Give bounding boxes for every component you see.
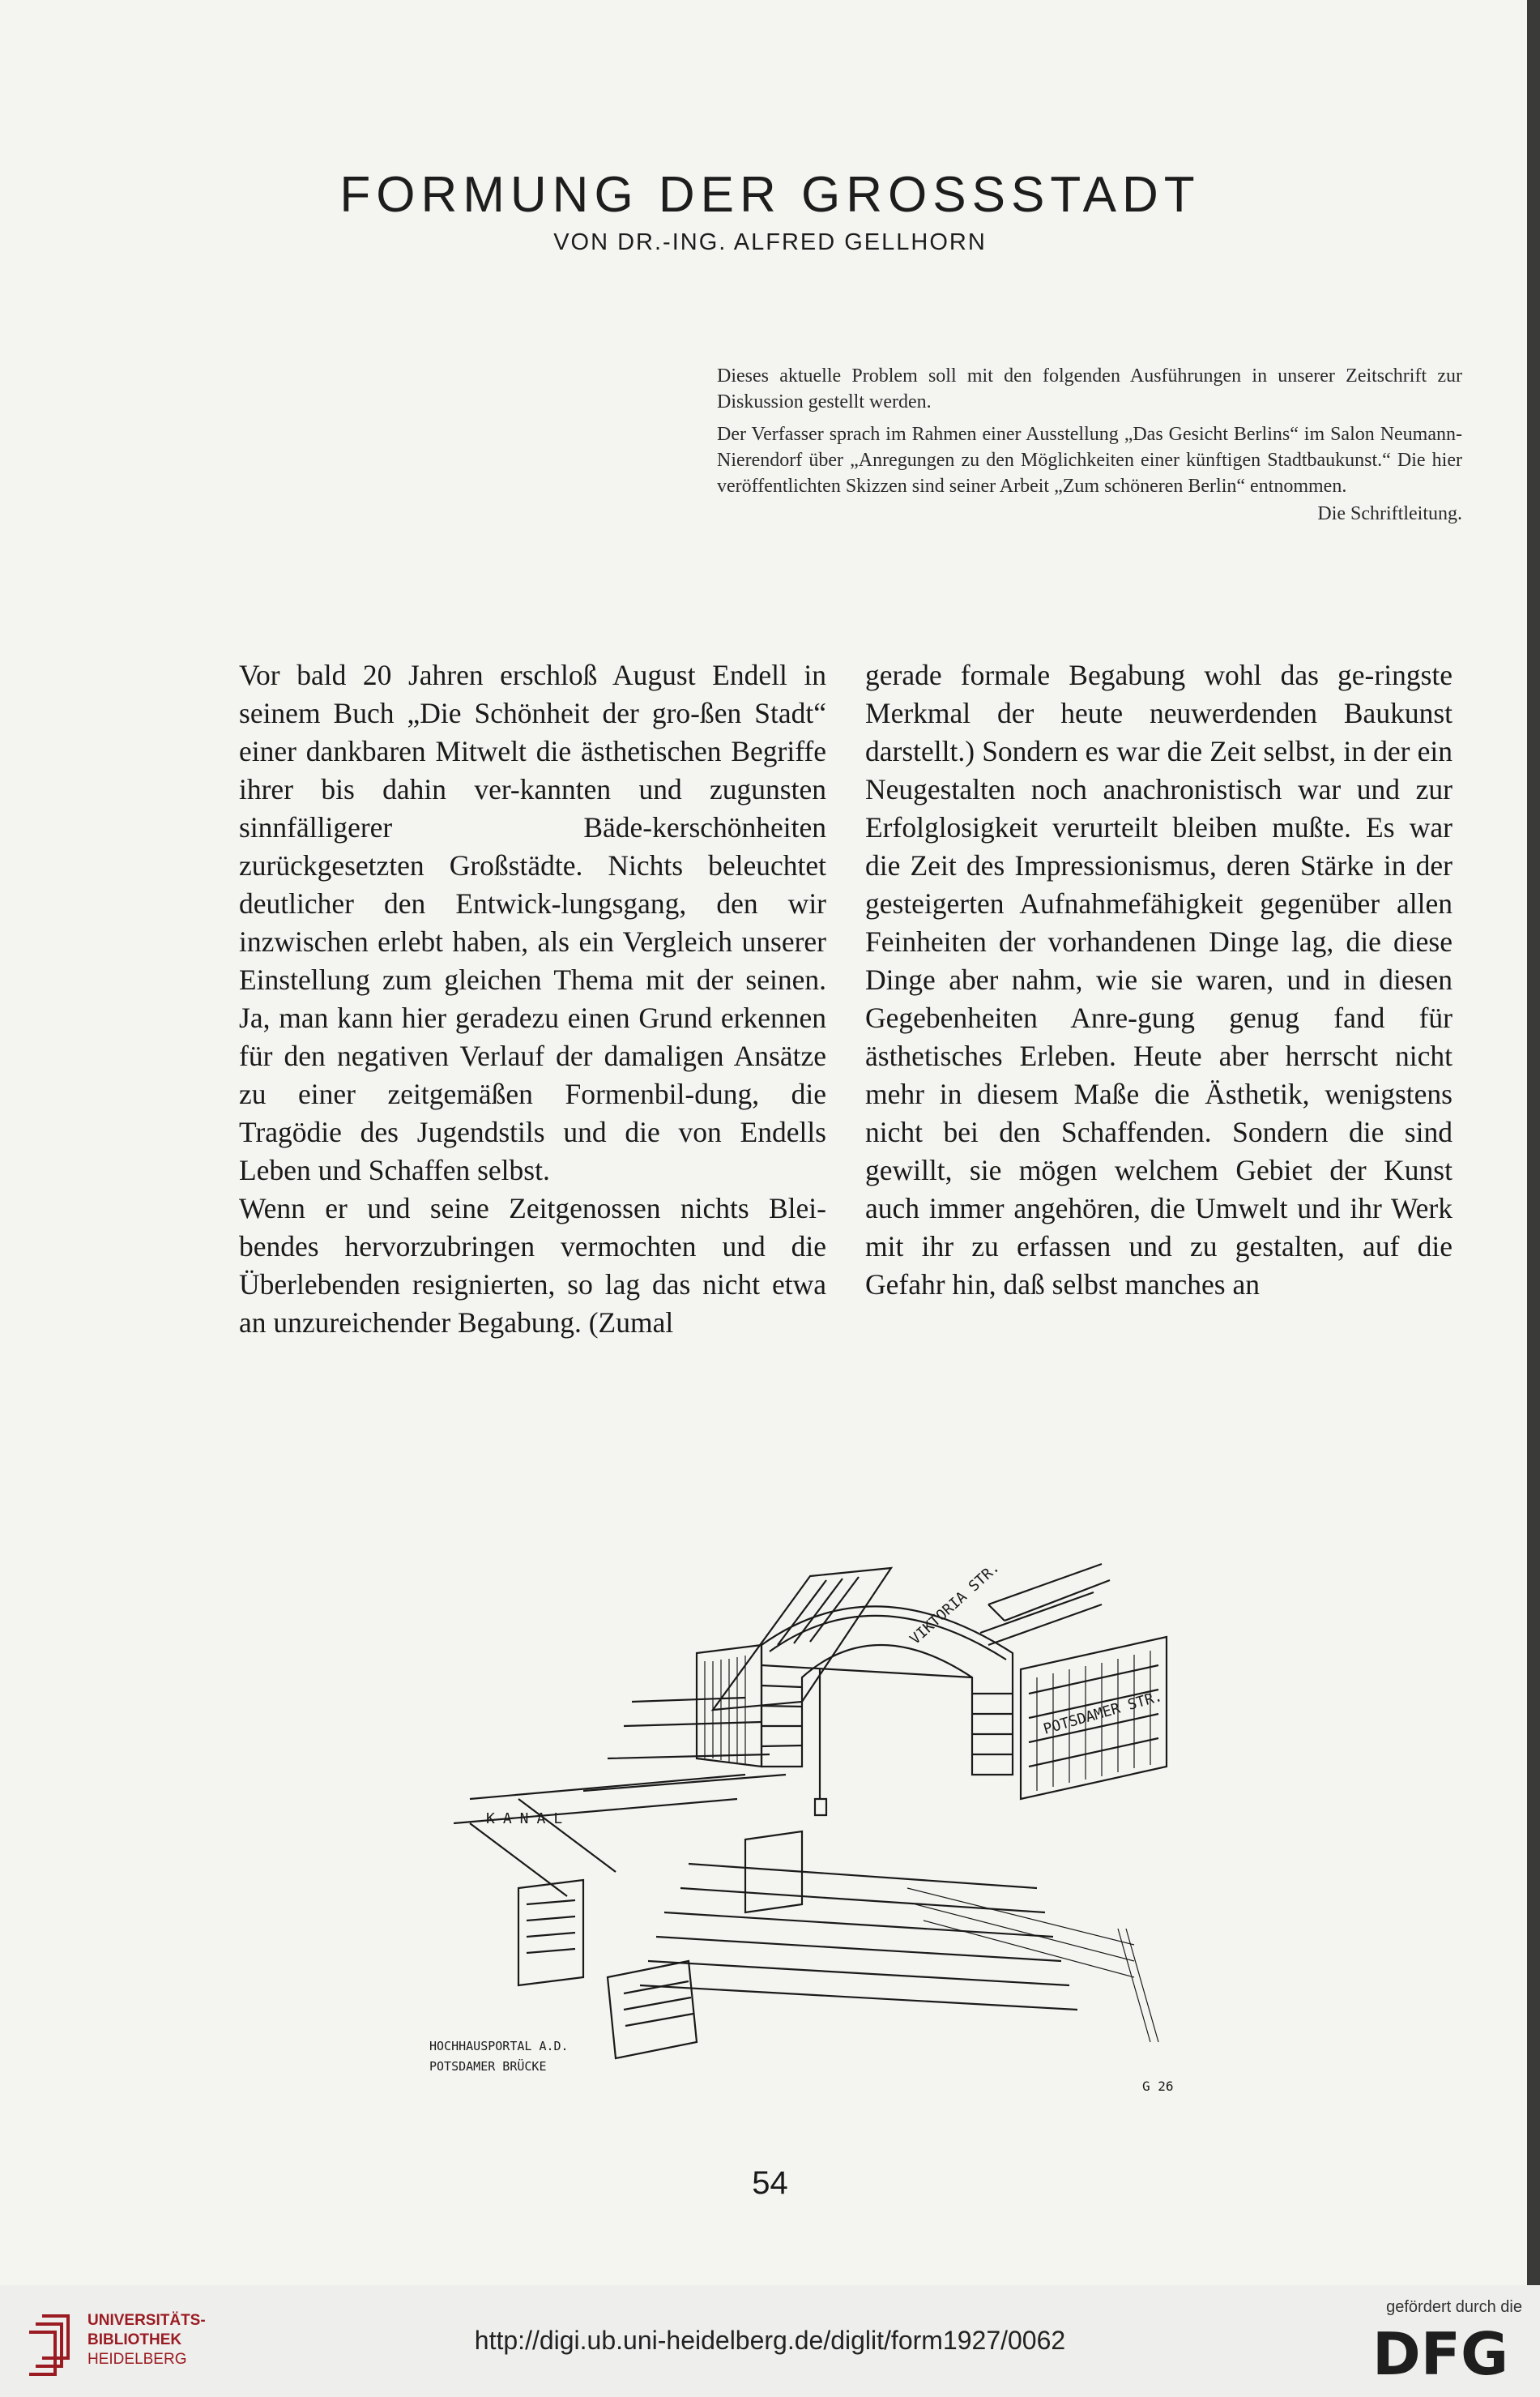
sketch-caption: POTSDAMER BRÜCKE <box>429 2059 547 2074</box>
svg-text:DFG: DFG <box>1372 2324 1509 2381</box>
sketch-caption: HOCHHAUSPORTAL A.D. <box>429 2039 569 2053</box>
article-title: FORMUNG DER GROSSSTADT <box>339 167 1201 223</box>
page-number: 54 <box>752 2165 788 2201</box>
sketch-label-potsdamer: POTSDAMER STR. <box>1041 1687 1165 1738</box>
body-paragraph: Vor bald 20 Jahren erschloß August Endell in seinem Buch „Die Schönheit der gro-ßen Stadt“ einer dankbaren Mitwelt die ästhetischen Begriffe ihrer bis dahin ver-kannten und zugunsten sinnfälligerer Bäde-kerschönheiten zurückgesetzten Großstädte. Nichts beleuchtet deutlicher den Entwick-lungsgang, den wir inzwischen erlebt haben, als ein Vergleich unserer Einstellung zum gleichen Thema mit der seinen. Ja, man kann hier geradezu einen Grund erkennen für den negativen Verlauf der damaligen Ansätze zu einer zeitgemäßen Formenbil-dung, die Tragödie des Jugendstils und die von Endells Leben und Schaffen selbst. <box>239 659 826 1186</box>
body-column-left <box>239 656 826 1342</box>
architectural-sketch <box>421 1556 1215 2123</box>
editorial-note-paragraph: Dieses aktuelle Problem soll mit den folgenden Ausführungen in unserer Zeitschrift zur Diskussion gestellt werden. <box>717 365 1462 412</box>
sketch-label-viktoria: VIKTORIA STR. <box>907 1558 1004 1648</box>
article-author: VON DR.-ING. ALFRED GELLHORN <box>553 229 987 255</box>
body-column-right <box>865 656 1453 1304</box>
editorial-note <box>717 363 1462 533</box>
page-edge <box>1527 0 1540 2285</box>
sketch-signature: G 26 <box>1142 2079 1174 2094</box>
funding-caption: gefördert durch die <box>1386 2298 1522 2316</box>
dfg-logo-icon <box>1372 2324 1522 2381</box>
body-paragraph: Wenn er und seine Zeitgenossen nichts Blei-bendes hervorzubringen vermochten und die Überlebenden resignierten, so lag das nicht etwa an unzureichender Begabung. (Zumal <box>239 1192 826 1339</box>
editorial-signature: Die Schriftleitung. <box>1317 503 1462 524</box>
editorial-note-paragraph: Der Verfasser sprach im Rahmen einer Ausstellung „Das Gesicht Berlins“ im Salon Neumann-Nierendorf über „Anregungen zu den Möglichkeiten einer künftigen Stadtbaukunst.“ Die hier veröffentlichten Skizzen sind seiner Arbeit „Zum schöneren Berlin“ entnommen. <box>717 424 1462 497</box>
sketch-label-kanal: KANAL <box>486 1810 571 1827</box>
source-url-link[interactable]: http://digi.ub.uni-heidelberg.de/diglit/form1927/0062 <box>474 2326 1066 2355</box>
library-name: UNIVERSITÄTS- BIBLIOTHEK HEIDELBERG <box>87 2312 206 2368</box>
body-paragraph: gerade formale Begabung wohl das ge-ringste Merkmal der heute neuwerdenden Baukunst darstellt.) Sondern es war die Zeit selbst, in der ein Neugestalten noch anachronistisch war und zur Erfolglosigkeit verurteilt bleiben mußte. Es war die Zeit des Impressionismus, deren Stärke in der gesteigerten Aufnahmefähigkeit gegenüber allen Feinheiten der vorhandenen Dinge lag, die diese Dinge aber nahm, wie sie waren, und in diesen Gegebenheiten Anre-gung genug fand für ästhetisches Erleben. Heute aber herrscht nicht mehr in diesem Maße die Ästhetik, wenigstens nicht bei den Schaffenden. Sondern die sind gewillt, sie mögen welchem Gebiet der Kunst auch immer angehören, die Umwelt und ihr Werk mit ihr zu erfassen und zu gestalten, auf die Gefahr hin, daß selbst manches an <box>865 659 1453 1301</box>
